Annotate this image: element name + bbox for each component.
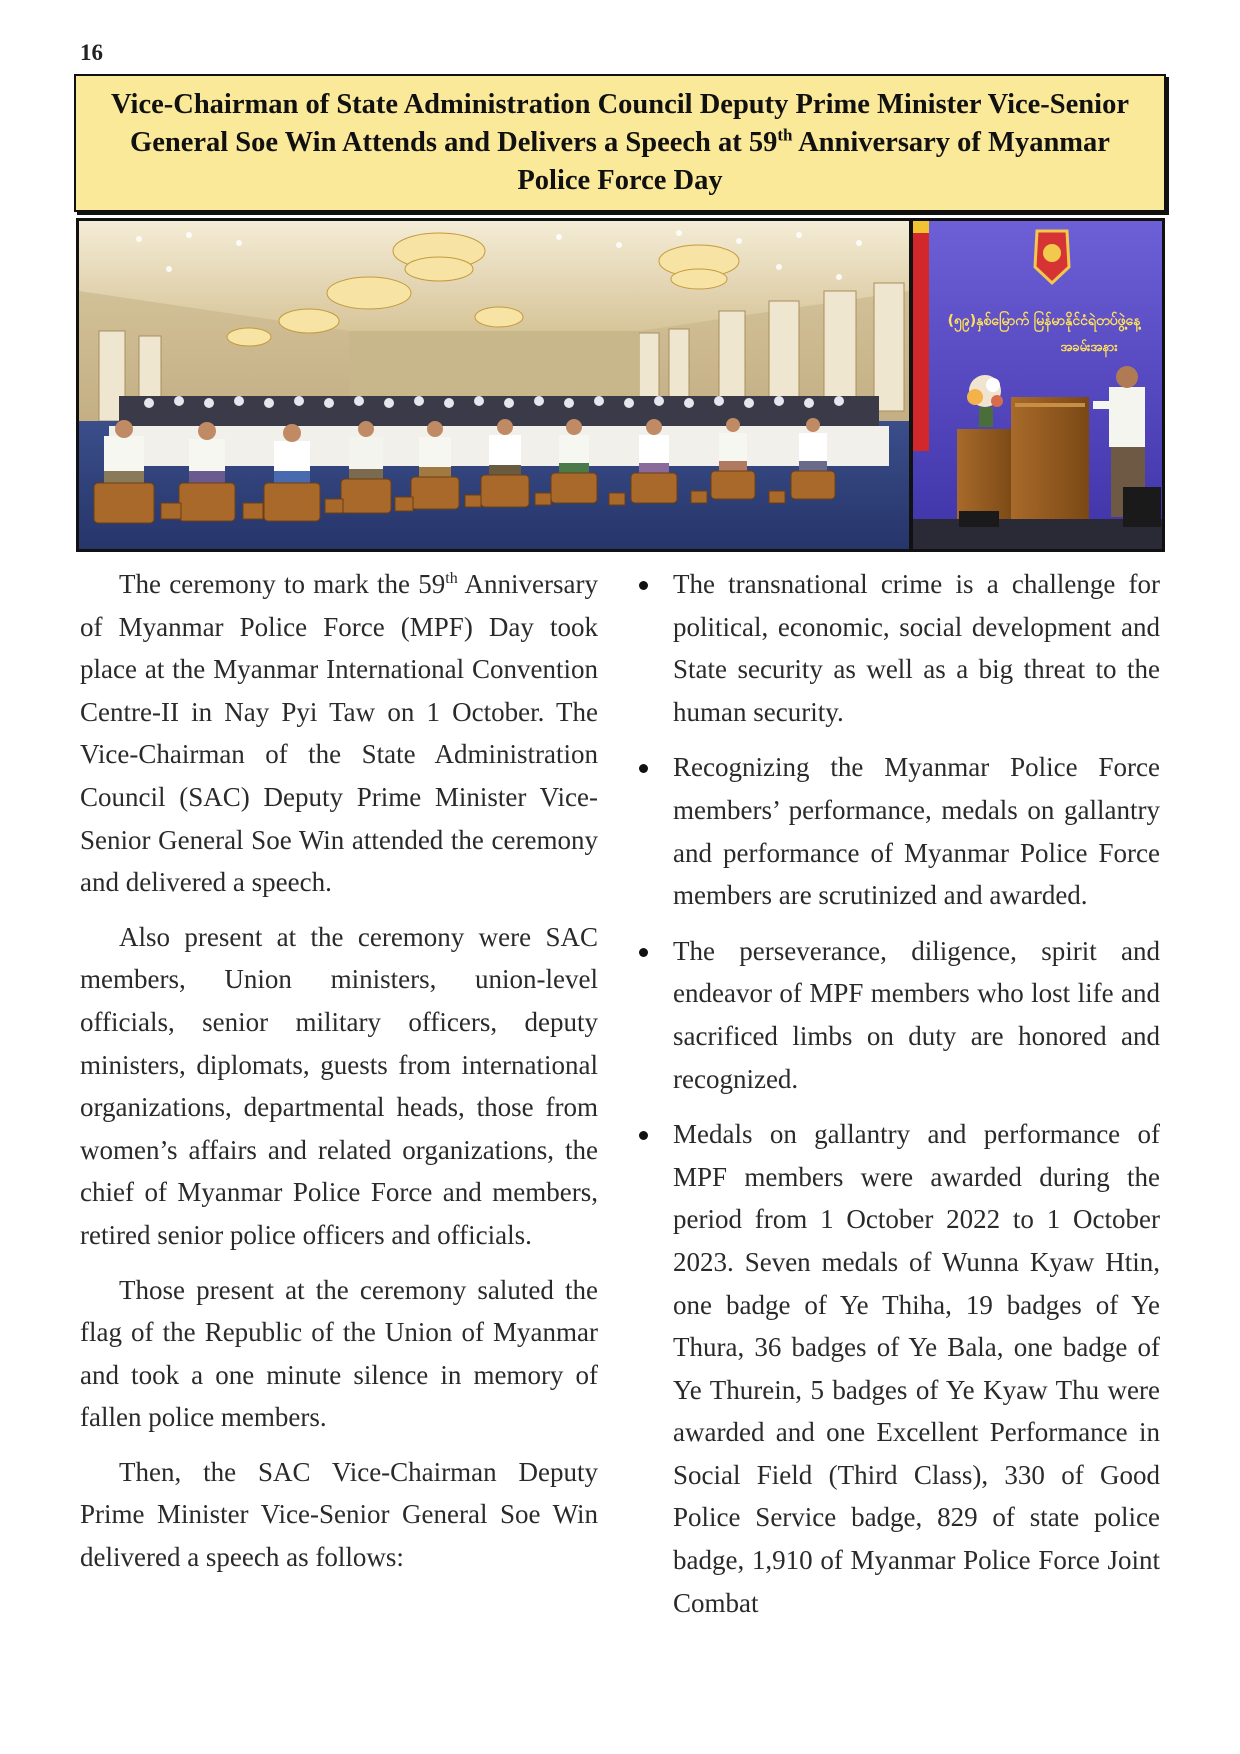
- hall-photo: [79, 221, 909, 549]
- photo-collage-svg: [79, 221, 1162, 549]
- photo-collage: [76, 218, 1165, 552]
- headline: Vice-Chairman of State Administration Council Deputy Prime Minister Vice-Senior General Soe Win Attends and Delivers a Speech at 59th Anniversary of Myanmar Police Force Day: [111, 89, 1129, 196]
- speech-bullet-list: [634, 563, 1160, 1624]
- headline-box: [74, 74, 1166, 212]
- podium: [957, 429, 1015, 519]
- stage-banner-line2: အခမ်းအနား: [1060, 340, 1118, 355]
- paragraph-attendees: Also present at the ceremony were SAC members, Union ministers, union-level officials, senior military officers, deputy ministers, diplomats, guests from international organizations, departmental heads, those from women’s affairs and related organizations, the chief of Myanmar Police Force and members, retired senior police officers and officials.: [80, 921, 598, 1250]
- bullet-item: The transnational crime is a challenge for political, economic, social development and State security as well as a big threat to the human security.: [634, 563, 1160, 733]
- bullet-item: Medals on gallantry and performance of MPF members were awarded during the period from 1 October 2022 to 1 October 2023. Seven medals of Wunna Kyaw Htin, one badge of Ye Thiha, 19 badges of Ye Thura, 36 badges of Ye Bala, one badge of Ye Thurein, 5 badges of Ye Kyaw Thu were awarded and one Excellent Performance in Social Field (Third Class), 330 of Good Police Service badge, 829 of state police badge, 1,910 of Myanmar Police Force Joint Combat: [634, 1113, 1160, 1624]
- page-number: 16: [80, 40, 103, 65]
- bullet-item: Recognizing the Myanmar Police Force members’ performance, medals on gallantry and performance of Myanmar Police Force members are scrutinized and awarded.: [634, 746, 1160, 916]
- stage-banner-line1: (၅၉)နှစ်မြောက် မြန်မာနိုင်ငံရဲတပ်ဖွဲ့နေ့: [947, 313, 1141, 329]
- bullet-item: The perseverance, diligence, spirit and endeavor of MPF members who lost life and sacrificed limbs on duty are honored and recognized.: [634, 930, 1160, 1100]
- paragraph-flag-salute: Those present at the ceremony saluted the flag of the Republic of the Union of Myanmar and took a one minute silence in memory of fallen police members.: [80, 1274, 598, 1433]
- paragraph-speech-intro: Then, the SAC Vice-Chairman Deputy Prime Minister Vice-Senior General Soe Win delivered a speech as follows:: [80, 1456, 598, 1573]
- stage-photo: [913, 221, 1162, 549]
- right-column: [634, 563, 1160, 1637]
- paragraph-intro: The ceremony to mark the 59th Anniversary of Myanmar Police Force (MPF) Day took place at the Myanmar International Convention Centre-II in Nay Pyi Taw on 1 October. The Vice-Chairman of the State Administration Council (SAC) Deputy Prime Minister Vice-Senior General Soe Win attended the ceremony and delivered a speech.: [80, 569, 598, 898]
- left-column: [80, 563, 598, 1591]
